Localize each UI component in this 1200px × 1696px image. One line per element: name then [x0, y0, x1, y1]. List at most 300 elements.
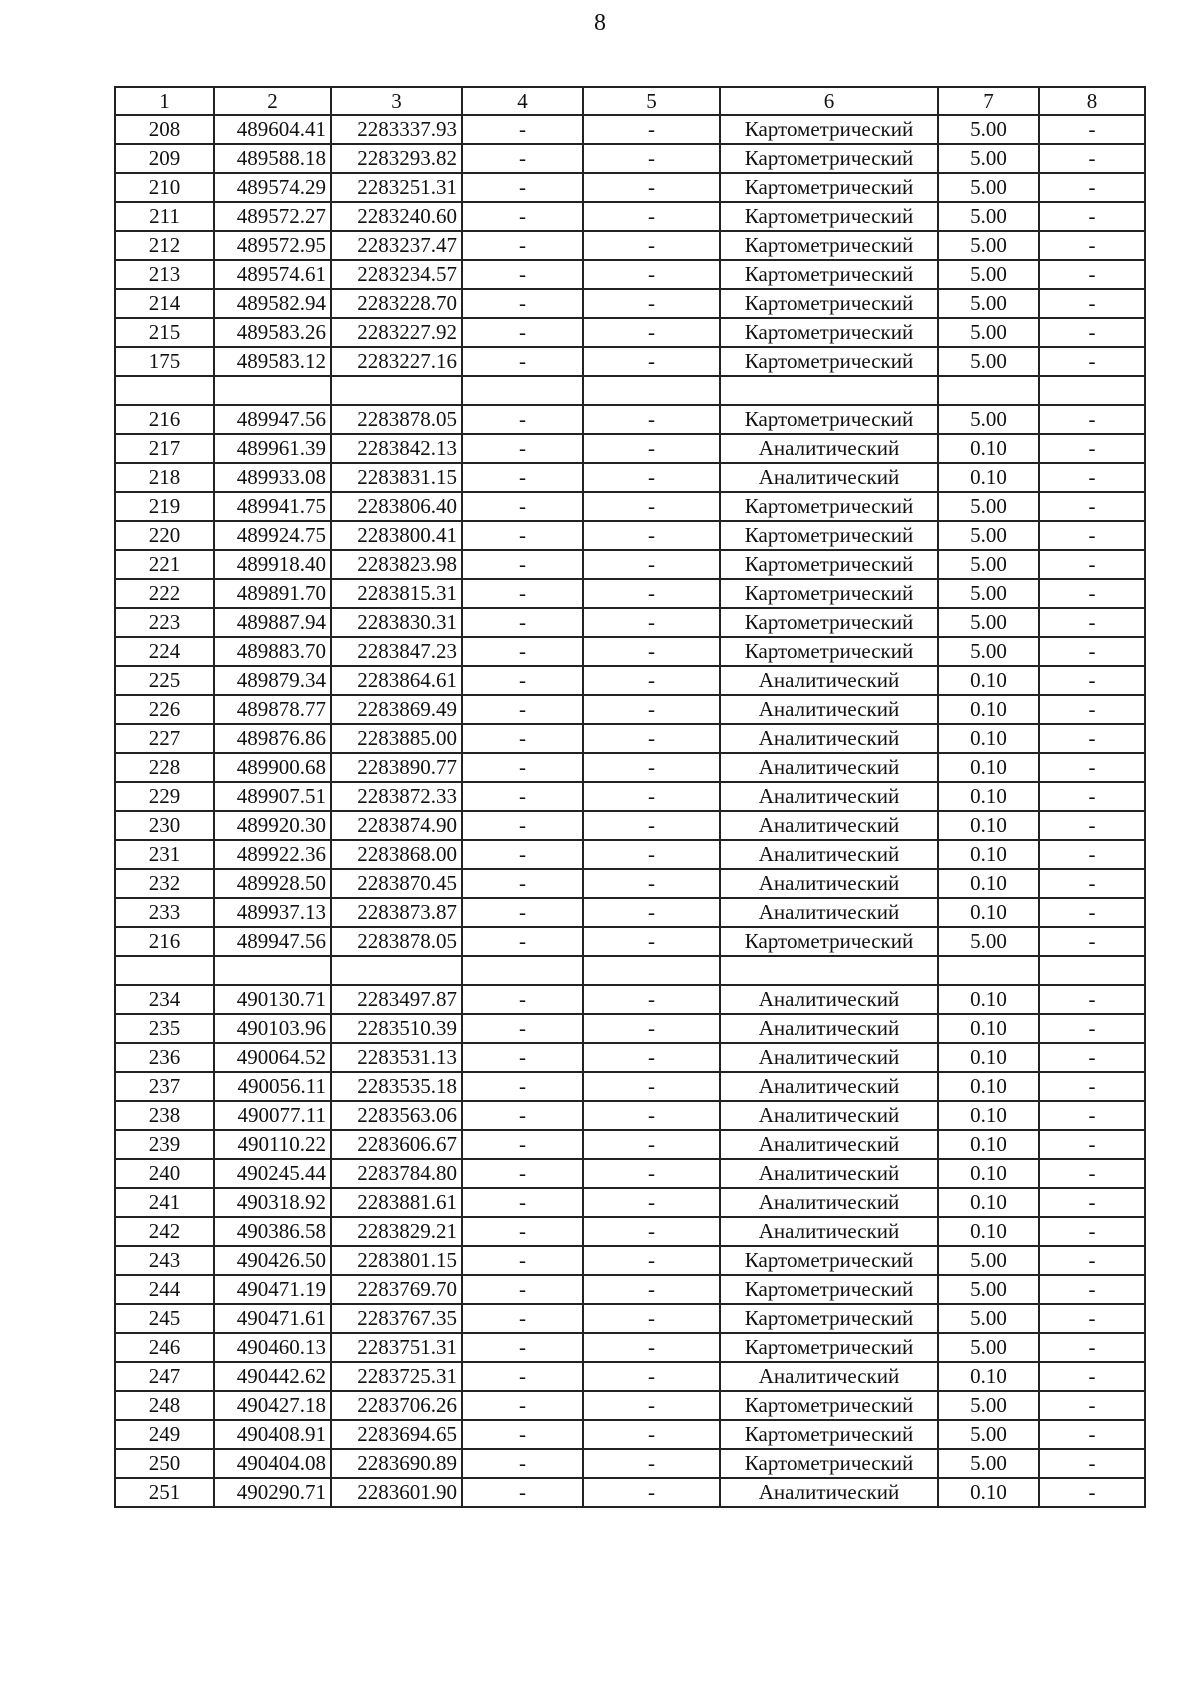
- table-cell: 0.10: [938, 898, 1039, 927]
- table-cell: 490290.71: [214, 1478, 331, 1507]
- table-cell: -: [583, 1072, 720, 1101]
- table-cell: -: [462, 753, 583, 782]
- table-cell: [115, 376, 214, 405]
- table-cell: 489924.75: [214, 521, 331, 550]
- table-cell: Картометрический: [720, 1449, 938, 1478]
- table-cell: 2283228.70: [331, 289, 462, 318]
- table-cell: Картометрический: [720, 1333, 938, 1362]
- table-cell: 222: [115, 579, 214, 608]
- table-cell: 2283874.90: [331, 811, 462, 840]
- table-cell: -: [583, 695, 720, 724]
- table-cell: -: [1039, 869, 1145, 898]
- table-cell: -: [583, 405, 720, 434]
- table-cell: -: [583, 1130, 720, 1159]
- table-cell: -: [1039, 782, 1145, 811]
- table-cell: -: [1039, 637, 1145, 666]
- table-cell: -: [1039, 1420, 1145, 1449]
- table-cell: Аналитический: [720, 1478, 938, 1507]
- table-row: [115, 1217, 1145, 1246]
- table-cell: [462, 956, 583, 985]
- table-cell: 0.10: [938, 1217, 1039, 1246]
- table-row: [115, 289, 1145, 318]
- table-cell: Аналитический: [720, 869, 938, 898]
- table-cell: 2283842.13: [331, 434, 462, 463]
- table-row: [115, 782, 1145, 811]
- table-cell: 220: [115, 521, 214, 550]
- table-cell: -: [583, 289, 720, 318]
- table-cell: 5.00: [938, 260, 1039, 289]
- table-cell: -: [583, 1304, 720, 1333]
- table-cell: [938, 376, 1039, 405]
- table-cell: 2283878.05: [331, 405, 462, 434]
- table-cell: 2283869.49: [331, 695, 462, 724]
- table-cell: Картометрический: [720, 289, 938, 318]
- table-cell: 224: [115, 637, 214, 666]
- table-cell: -: [462, 144, 583, 173]
- table-cell: 0.10: [938, 1159, 1039, 1188]
- table-row: [115, 608, 1145, 637]
- table-cell: 5.00: [938, 579, 1039, 608]
- table-cell: 0.10: [938, 782, 1039, 811]
- table-row: [115, 1391, 1145, 1420]
- table-cell: 490130.71: [214, 985, 331, 1014]
- table-row: [115, 1449, 1145, 1478]
- table-row: [115, 1188, 1145, 1217]
- table-cell: -: [1039, 1478, 1145, 1507]
- table-cell: -: [583, 811, 720, 840]
- table-cell: -: [462, 1304, 583, 1333]
- table-cell: -: [583, 550, 720, 579]
- table-row: [115, 1333, 1145, 1362]
- table-cell: Картометрический: [720, 202, 938, 231]
- table-cell: 489574.61: [214, 260, 331, 289]
- table-cell: -: [462, 724, 583, 753]
- table-cell: Аналитический: [720, 985, 938, 1014]
- column-header: 7: [938, 87, 1039, 115]
- table-cell: 489574.29: [214, 173, 331, 202]
- column-header: 8: [1039, 87, 1145, 115]
- table-cell: 490471.61: [214, 1304, 331, 1333]
- table-cell: 489922.36: [214, 840, 331, 869]
- table-cell: 489947.56: [214, 927, 331, 956]
- table-cell: [720, 376, 938, 405]
- table-cell: -: [583, 898, 720, 927]
- table-cell: 2283830.31: [331, 608, 462, 637]
- table-cell: 2283337.93: [331, 115, 462, 144]
- table-cell: Картометрический: [720, 1420, 938, 1449]
- table-cell: 490103.96: [214, 1014, 331, 1043]
- table-cell: -: [462, 173, 583, 202]
- table-cell: Картометрический: [720, 608, 938, 637]
- table-cell: -: [462, 289, 583, 318]
- table-cell: 2283870.45: [331, 869, 462, 898]
- table-header-row: [115, 87, 1145, 115]
- table-cell: -: [583, 1159, 720, 1188]
- table-cell: 2283769.70: [331, 1275, 462, 1304]
- table-cell: -: [583, 1420, 720, 1449]
- table-cell: 0.10: [938, 1362, 1039, 1391]
- table-cell: [583, 376, 720, 405]
- table-cell: -: [583, 202, 720, 231]
- table-cell: 2283725.31: [331, 1362, 462, 1391]
- table-cell: 226: [115, 695, 214, 724]
- table-cell: -: [462, 1246, 583, 1275]
- table-cell: 5.00: [938, 1246, 1039, 1275]
- table-cell: 0.10: [938, 695, 1039, 724]
- table-cell: -: [1039, 434, 1145, 463]
- table-cell: [1039, 956, 1145, 985]
- table-cell: -: [1039, 1275, 1145, 1304]
- table-cell: 5.00: [938, 318, 1039, 347]
- table-cell: 489572.27: [214, 202, 331, 231]
- table-cell: -: [462, 985, 583, 1014]
- table-cell: -: [462, 666, 583, 695]
- table-cell: 249: [115, 1420, 214, 1449]
- table-cell: 234: [115, 985, 214, 1014]
- table-cell: -: [583, 1333, 720, 1362]
- table-cell: -: [583, 1188, 720, 1217]
- table-cell: 239: [115, 1130, 214, 1159]
- table-cell: 0.10: [938, 840, 1039, 869]
- table-cell: Картометрический: [720, 492, 938, 521]
- table-cell: 489604.41: [214, 115, 331, 144]
- table-cell: 5.00: [938, 202, 1039, 231]
- table-cell: -: [583, 985, 720, 1014]
- table-row: [115, 637, 1145, 666]
- table-cell: Аналитический: [720, 1159, 938, 1188]
- table-cell: 216: [115, 405, 214, 434]
- table-cell: 211: [115, 202, 214, 231]
- table-cell: Картометрический: [720, 1246, 938, 1275]
- table-cell: 489941.75: [214, 492, 331, 521]
- table-cell: -: [583, 840, 720, 869]
- table-cell: -: [462, 927, 583, 956]
- table-cell: -: [583, 1217, 720, 1246]
- table-cell: -: [1039, 1101, 1145, 1130]
- table-cell: -: [462, 782, 583, 811]
- table-cell: 0.10: [938, 1478, 1039, 1507]
- table-cell: -: [462, 1217, 583, 1246]
- table-cell: -: [1039, 521, 1145, 550]
- table-cell: -: [462, 115, 583, 144]
- table-cell: 490056.11: [214, 1072, 331, 1101]
- table-cell: 214: [115, 289, 214, 318]
- table-cell: 0.10: [938, 434, 1039, 463]
- table-cell: 2283563.06: [331, 1101, 462, 1130]
- table-cell: -: [1039, 898, 1145, 927]
- table-cell: 241: [115, 1188, 214, 1217]
- table-cell: -: [1039, 318, 1145, 347]
- table-cell: 2283873.87: [331, 898, 462, 927]
- table-cell: -: [462, 1072, 583, 1101]
- table-cell: 490077.11: [214, 1101, 331, 1130]
- table-cell: [583, 956, 720, 985]
- table-cell: -: [1039, 1333, 1145, 1362]
- table-cell: Картометрический: [720, 637, 938, 666]
- table-cell: 233: [115, 898, 214, 927]
- table-cell: Аналитический: [720, 782, 938, 811]
- table-cell: 5.00: [938, 637, 1039, 666]
- table-cell: -: [1039, 405, 1145, 434]
- table-cell: Картометрический: [720, 318, 938, 347]
- table-cell: Аналитический: [720, 1217, 938, 1246]
- table-cell: 219: [115, 492, 214, 521]
- table-cell: -: [1039, 144, 1145, 173]
- table-cell: -: [462, 405, 583, 434]
- table-cell: 489887.94: [214, 608, 331, 637]
- table-cell: 490318.92: [214, 1188, 331, 1217]
- table-cell: 2283885.00: [331, 724, 462, 753]
- table-cell: Картометрический: [720, 1275, 938, 1304]
- table-cell: -: [583, 1275, 720, 1304]
- table-cell: 489891.70: [214, 579, 331, 608]
- table-cell: -: [583, 231, 720, 260]
- table-cell: -: [462, 1275, 583, 1304]
- table-row: [115, 521, 1145, 550]
- table-cell: 2283784.80: [331, 1159, 462, 1188]
- table-cell: 5.00: [938, 550, 1039, 579]
- table-cell: -: [462, 811, 583, 840]
- table-cell: -: [1039, 985, 1145, 1014]
- table-cell: 208: [115, 115, 214, 144]
- table-row: [115, 1072, 1145, 1101]
- table-cell: -: [1039, 1043, 1145, 1072]
- table-cell: -: [583, 1449, 720, 1478]
- table-cell: 489947.56: [214, 405, 331, 434]
- table-cell: 489572.95: [214, 231, 331, 260]
- table-cell: 2283881.61: [331, 1188, 462, 1217]
- table-cell: -: [1039, 666, 1145, 695]
- table-cell: 490442.62: [214, 1362, 331, 1391]
- table-cell: -: [1039, 1304, 1145, 1333]
- table-cell: 489907.51: [214, 782, 331, 811]
- table-cell: 245: [115, 1304, 214, 1333]
- table-cell: Аналитический: [720, 1101, 938, 1130]
- table-cell: 0.10: [938, 1188, 1039, 1217]
- table-cell: Картометрический: [720, 550, 938, 579]
- table-row: [115, 376, 1145, 405]
- table-cell: -: [1039, 1391, 1145, 1420]
- table-cell: 5.00: [938, 347, 1039, 376]
- table-cell: Картометрический: [720, 1304, 938, 1333]
- table-row: [115, 173, 1145, 202]
- table-cell: -: [583, 1391, 720, 1420]
- table-cell: -: [583, 173, 720, 202]
- table-cell: -: [1039, 579, 1145, 608]
- table-cell: 5.00: [938, 173, 1039, 202]
- table-cell: -: [462, 434, 583, 463]
- table-cell: -: [462, 1188, 583, 1217]
- table-cell: Картометрический: [720, 405, 938, 434]
- table-cell: -: [1039, 492, 1145, 521]
- table-cell: 5.00: [938, 608, 1039, 637]
- table-cell: -: [583, 782, 720, 811]
- table-cell: 490064.52: [214, 1043, 331, 1072]
- table-cell: 490426.50: [214, 1246, 331, 1275]
- table-cell: 2283847.23: [331, 637, 462, 666]
- table-cell: [1039, 376, 1145, 405]
- table-cell: 2283694.65: [331, 1420, 462, 1449]
- table-cell: -: [462, 1449, 583, 1478]
- table-row: [115, 1362, 1145, 1391]
- table-cell: -: [583, 492, 720, 521]
- table-cell: -: [1039, 811, 1145, 840]
- table-cell: -: [583, 260, 720, 289]
- table-row: [115, 1246, 1145, 1275]
- table-cell: -: [1039, 115, 1145, 144]
- table-row: [115, 1478, 1145, 1507]
- table-cell: 0.10: [938, 811, 1039, 840]
- table-cell: 247: [115, 1362, 214, 1391]
- column-header: 6: [720, 87, 938, 115]
- table-cell: Аналитический: [720, 1362, 938, 1391]
- table-row: [115, 231, 1145, 260]
- table-cell: 489879.34: [214, 666, 331, 695]
- table-cell: 231: [115, 840, 214, 869]
- table-cell: 2283706.26: [331, 1391, 462, 1420]
- table-cell: -: [583, 1101, 720, 1130]
- table-cell: Картометрический: [720, 579, 938, 608]
- table-cell: Аналитический: [720, 1072, 938, 1101]
- table-row: [115, 260, 1145, 289]
- table-row: [115, 753, 1145, 782]
- table-cell: -: [462, 550, 583, 579]
- table-row: [115, 666, 1145, 695]
- table-cell: 242: [115, 1217, 214, 1246]
- table-cell: 2283751.31: [331, 1333, 462, 1362]
- table-cell: 490404.08: [214, 1449, 331, 1478]
- table-cell: Аналитический: [720, 695, 938, 724]
- table-cell: 2283890.77: [331, 753, 462, 782]
- table-cell: 175: [115, 347, 214, 376]
- table-cell: 0.10: [938, 666, 1039, 695]
- table-cell: 5.00: [938, 927, 1039, 956]
- table-cell: 489582.94: [214, 289, 331, 318]
- table-cell: -: [462, 1014, 583, 1043]
- table-cell: 489933.08: [214, 463, 331, 492]
- column-header: 3: [331, 87, 462, 115]
- table-cell: -: [462, 869, 583, 898]
- table-cell: Картометрический: [720, 521, 938, 550]
- table-cell: -: [583, 115, 720, 144]
- table-cell: 2283601.90: [331, 1478, 462, 1507]
- table-cell: -: [1039, 1362, 1145, 1391]
- table-cell: 489588.18: [214, 144, 331, 173]
- table-cell: 2283240.60: [331, 202, 462, 231]
- table-row: [115, 318, 1145, 347]
- table-cell: 244: [115, 1275, 214, 1304]
- table-cell: -: [1039, 724, 1145, 753]
- table-cell: [115, 956, 214, 985]
- table-cell: 2283878.05: [331, 927, 462, 956]
- table-row: [115, 434, 1145, 463]
- table-cell: -: [583, 1362, 720, 1391]
- table-cell: 228: [115, 753, 214, 782]
- table-cell: 490386.58: [214, 1217, 331, 1246]
- table-cell: -: [1039, 927, 1145, 956]
- table-cell: -: [1039, 1014, 1145, 1043]
- table-cell: 0.10: [938, 1043, 1039, 1072]
- table-cell: -: [462, 1159, 583, 1188]
- table-cell: -: [1039, 753, 1145, 782]
- table-cell: -: [1039, 231, 1145, 260]
- table-cell: 2283234.57: [331, 260, 462, 289]
- table-cell: -: [462, 202, 583, 231]
- table-cell: -: [1039, 463, 1145, 492]
- table-row: [115, 492, 1145, 521]
- table-cell: 5.00: [938, 1420, 1039, 1449]
- table-cell: 5.00: [938, 289, 1039, 318]
- table-cell: 5.00: [938, 1391, 1039, 1420]
- table-cell: -: [1039, 289, 1145, 318]
- table-cell: -: [1039, 1159, 1145, 1188]
- table-cell: 489583.12: [214, 347, 331, 376]
- table-cell: 489883.70: [214, 637, 331, 666]
- table-cell: -: [462, 637, 583, 666]
- table-cell: 490245.44: [214, 1159, 331, 1188]
- table-cell: 2283767.35: [331, 1304, 462, 1333]
- table-cell: -: [583, 463, 720, 492]
- table-cell: 240: [115, 1159, 214, 1188]
- table-cell: 489876.86: [214, 724, 331, 753]
- table-cell: 2283535.18: [331, 1072, 462, 1101]
- page-number: 8: [594, 10, 606, 36]
- table-cell: 212: [115, 231, 214, 260]
- table-cell: 2283606.67: [331, 1130, 462, 1159]
- coordinates-table: [114, 86, 1146, 1508]
- table-row: [115, 869, 1145, 898]
- table-cell: Аналитический: [720, 1188, 938, 1217]
- table-cell: 2283251.31: [331, 173, 462, 202]
- table-cell: 489918.40: [214, 550, 331, 579]
- table-cell: 5.00: [938, 1304, 1039, 1333]
- table-cell: Аналитический: [720, 753, 938, 782]
- table-cell: -: [462, 1043, 583, 1072]
- table-cell: 229: [115, 782, 214, 811]
- table-cell: -: [583, 1014, 720, 1043]
- table-row: [115, 1275, 1145, 1304]
- table-row: [115, 898, 1145, 927]
- table-cell: 2283801.15: [331, 1246, 462, 1275]
- table-cell: [214, 956, 331, 985]
- table-cell: -: [462, 579, 583, 608]
- table-cell: -: [583, 869, 720, 898]
- column-header: 2: [214, 87, 331, 115]
- table-cell: [462, 376, 583, 405]
- table-cell: -: [583, 608, 720, 637]
- table-cell: -: [583, 753, 720, 782]
- table-cell: -: [1039, 1072, 1145, 1101]
- table-cell: -: [462, 347, 583, 376]
- table-cell: Аналитический: [720, 811, 938, 840]
- table-cell: -: [583, 724, 720, 753]
- table-cell: 216: [115, 927, 214, 956]
- table-cell: [331, 956, 462, 985]
- table-row: [115, 347, 1145, 376]
- table-cell: 0.10: [938, 1072, 1039, 1101]
- table-cell: 5.00: [938, 115, 1039, 144]
- table-row: [115, 695, 1145, 724]
- table-cell: 490408.91: [214, 1420, 331, 1449]
- table-cell: -: [462, 260, 583, 289]
- table-cell: 243: [115, 1246, 214, 1275]
- table-cell: -: [462, 1362, 583, 1391]
- table-cell: 225: [115, 666, 214, 695]
- table-row: [115, 1101, 1145, 1130]
- table-cell: 5.00: [938, 231, 1039, 260]
- table-cell: [938, 956, 1039, 985]
- table-cell: -: [462, 492, 583, 521]
